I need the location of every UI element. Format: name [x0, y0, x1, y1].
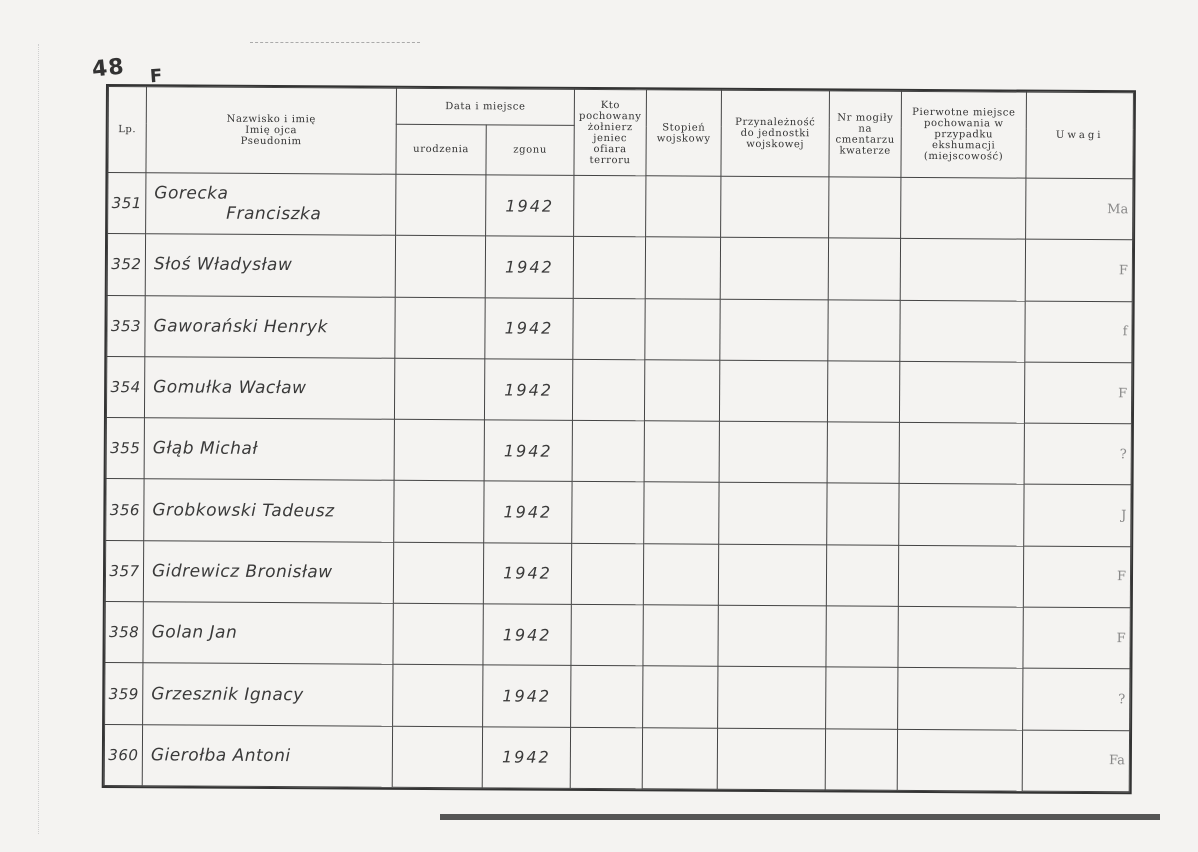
scan-edge-dots	[38, 44, 47, 834]
row-birth	[395, 297, 485, 359]
row-note: F	[1025, 239, 1132, 301]
header-date-place: Data i miejsce	[396, 88, 574, 125]
page-number-mark: 48	[90, 54, 126, 83]
row-death: 1942	[484, 420, 572, 482]
row-birth	[394, 419, 484, 481]
header-original-place: Pierwotne miejsce pochowania w przypadku ekshumacji (miejscowość)	[901, 91, 1027, 178]
row-name: Gidrewicz Bronisław	[143, 541, 393, 604]
scan-bottom-bar	[440, 814, 1160, 820]
row-lp: 359	[105, 663, 143, 725]
row-lp: 352	[107, 234, 145, 296]
row-lp: 357	[105, 540, 143, 602]
row-name: Grobkowski Tadeusz	[144, 479, 394, 542]
header-buried-who: Kto pochowany żołnierz jeniec ofiara terroru	[574, 89, 647, 175]
row-death: 1942	[485, 236, 573, 298]
row-birth	[395, 236, 485, 298]
row-birth	[393, 603, 483, 665]
row-name: Gierołba Antoni	[142, 724, 392, 787]
row-note: Fa	[1022, 730, 1129, 792]
row-lp: 351	[108, 173, 146, 235]
row-note: F	[1023, 607, 1130, 669]
row-death: 1942	[484, 481, 572, 543]
header-grave: Nr mogiły na cmentarzu kwaterze	[829, 91, 902, 177]
row-birth	[392, 726, 482, 788]
row-death: 1942	[483, 543, 571, 605]
header-rank: Stopień wojskowy	[646, 90, 722, 176]
row-name: Grzesznik Ignacy	[143, 663, 393, 726]
row-note: F	[1024, 362, 1131, 424]
row-birth	[393, 542, 483, 604]
row-lp: 355	[106, 418, 144, 480]
header-name: Nazwisko i imię Imię ojca Pseudonim	[146, 87, 397, 175]
page-sub-mark: F	[149, 65, 164, 88]
register-table-frame	[102, 84, 1136, 794]
table-row	[105, 602, 1130, 670]
row-note: ?	[1023, 668, 1130, 730]
header-lp: Lp.	[108, 87, 147, 173]
row-lp: 354	[106, 356, 144, 418]
row-birth	[394, 358, 484, 420]
row-name: Gaworański Henryk	[145, 295, 395, 358]
row-lp: 353	[107, 295, 145, 357]
row-lp: 360	[104, 724, 142, 786]
table-row	[105, 663, 1130, 731]
table-row	[106, 479, 1131, 547]
header-death: zgonu	[486, 125, 574, 176]
row-name: Słoś Władysław	[145, 234, 395, 297]
table-row	[104, 724, 1129, 792]
burial-register-table	[104, 86, 1134, 792]
row-death: 1942	[486, 175, 574, 237]
table-row	[108, 173, 1133, 241]
row-death: 1942	[483, 665, 571, 727]
row-note: ?	[1024, 423, 1131, 485]
row-birth	[393, 665, 483, 727]
row-death: 1942	[484, 359, 572, 421]
row-birth	[394, 481, 484, 543]
top-dashed-rule	[250, 42, 420, 43]
row-lp: 358	[105, 602, 143, 664]
row-death: 1942	[482, 726, 570, 788]
row-name: Głąb Michał	[144, 418, 394, 481]
row-death: 1942	[485, 297, 573, 359]
row-death: 1942	[483, 604, 571, 666]
table-row	[105, 540, 1130, 608]
row-lp: 356	[106, 479, 144, 541]
row-note: f	[1025, 301, 1132, 363]
header-birth: urodzenia	[396, 124, 486, 175]
row-note: J	[1024, 485, 1131, 547]
table-row	[107, 234, 1132, 302]
row-note: F	[1023, 546, 1130, 608]
header-unit: Przynależność do jednostki wojskowej	[721, 90, 830, 177]
table-row	[106, 356, 1131, 424]
table-row	[107, 295, 1132, 363]
row-note: Ma	[1026, 178, 1133, 240]
row-name: Gorecka Franciszka	[146, 173, 396, 236]
table-row	[106, 418, 1131, 486]
row-birth	[396, 174, 486, 236]
row-name: Golan Jan	[143, 602, 393, 665]
row-name: Gomułka Wacław	[144, 357, 394, 420]
header-remarks: Uwagi	[1026, 92, 1134, 179]
